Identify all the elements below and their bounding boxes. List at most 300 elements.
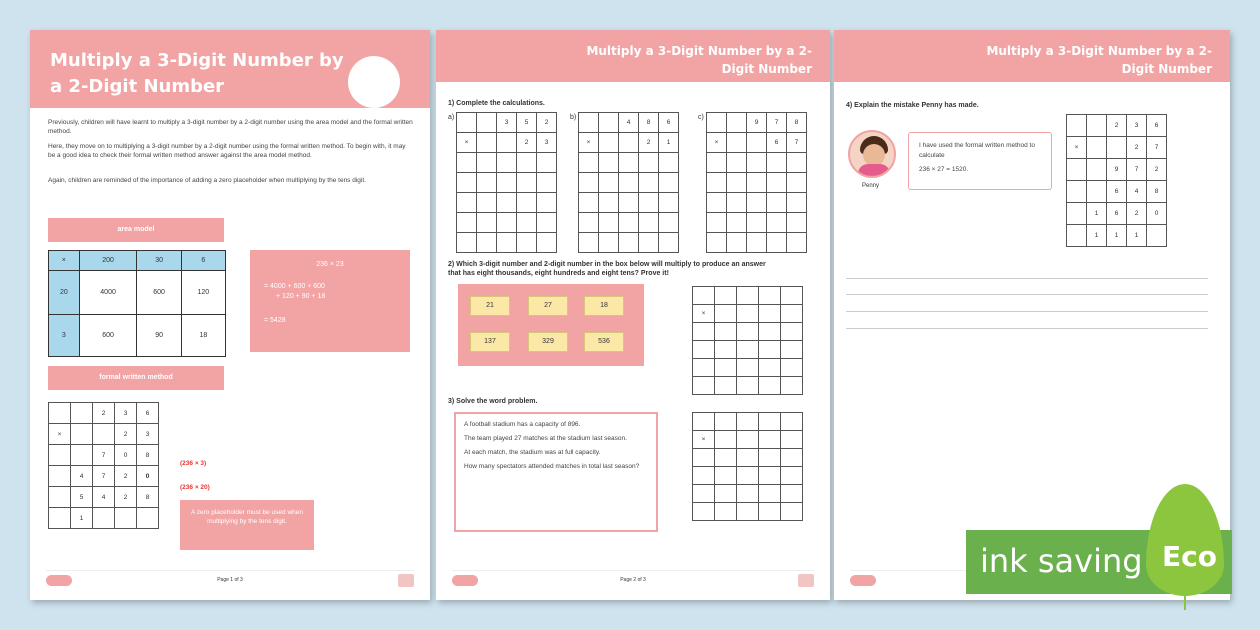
grid-cell (693, 377, 715, 395)
number-card[interactable]: 137 (470, 332, 510, 352)
grid-cell (537, 233, 557, 253)
grid-cell (759, 377, 781, 395)
grid-cell (727, 113, 747, 133)
number-cards-panel (458, 284, 644, 366)
grid-cell (759, 287, 781, 305)
grid-cell (71, 424, 93, 445)
grid-cell (693, 503, 715, 521)
grid-cell (599, 193, 619, 213)
grid-cell (781, 449, 803, 467)
grid-cell (707, 153, 727, 173)
grid-cell: 4 (1127, 181, 1147, 203)
grid-cell: 9 (1107, 159, 1127, 181)
grid-cell (659, 173, 679, 193)
word-problem-line-2: The team played 27 matches at the stadium last season. (464, 435, 627, 442)
grid-cell (659, 213, 679, 233)
grid-cell: 2 (115, 487, 137, 508)
grid-cell (477, 113, 497, 133)
grid-cell: × (49, 424, 71, 445)
word-problem-line-4: How many spectators attended matches in total last season? (464, 463, 640, 470)
grid-cell (759, 341, 781, 359)
grid-cell: 2 (1127, 203, 1147, 225)
page-footer (452, 570, 814, 588)
grid-cell (737, 287, 759, 305)
grid-cell (1067, 203, 1087, 225)
grid-cell (715, 359, 737, 377)
calc-title: 236 × 23 (316, 261, 344, 268)
grid-cell (693, 467, 715, 485)
page-number: Page 1 of 3 (217, 577, 243, 583)
grid-cell (579, 153, 599, 173)
grid-cell (759, 467, 781, 485)
grid-label-c: c) (698, 114, 704, 121)
grid-cell (737, 341, 759, 359)
number-card[interactable]: 536 (584, 332, 624, 352)
word-problem-box (454, 412, 658, 532)
grid-cell: 8 (137, 445, 159, 466)
grid-cell: 7 (93, 466, 115, 487)
grid-cell (715, 449, 737, 467)
grid-cell (137, 508, 159, 529)
grid-cell (737, 323, 759, 341)
grid-cell (619, 213, 639, 233)
grid-cell (767, 233, 787, 253)
grid-cell (477, 153, 497, 173)
zero-placeholder-note: A zero placeholder must be used when multiplying by the tens digit. (180, 500, 314, 550)
speech-line-1: I have used the formal written method to calculate (919, 142, 1035, 159)
grid-cell (497, 233, 517, 253)
grid-cell (781, 431, 803, 449)
note-236x20: (236 × 20) (180, 484, 210, 491)
grid-cell (781, 413, 803, 431)
title-band (834, 30, 1230, 82)
word-problem-line-3: At each match, the stadium was at full capacity. (464, 449, 601, 456)
formal-method-grid (48, 402, 159, 529)
grid-cell (727, 173, 747, 193)
grid-cell (781, 359, 803, 377)
footer-badge (798, 574, 814, 587)
grid-cell: 4 (71, 466, 93, 487)
grid-cell (715, 305, 737, 323)
grid-cell (747, 153, 767, 173)
grid-cell (639, 153, 659, 173)
grid-cell (619, 133, 639, 153)
grid-cell (781, 323, 803, 341)
grid-cell (517, 213, 537, 233)
grid-cell: 8 (639, 113, 659, 133)
grid-cell (599, 133, 619, 153)
grid-cell (759, 359, 781, 377)
grid-cell (737, 359, 759, 377)
grid-cell (781, 377, 803, 395)
page-number: Page 2 of 3 (620, 577, 646, 583)
area-header-cell: 6 (181, 251, 225, 271)
intro-paragraph-2: Here, they move on to multiplying a 3-digit number by a 2-digit number using the formal written method. To begin with, it may be a good idea to check their formal written method answer against the area model method. (48, 143, 406, 159)
working-grid-q3 (692, 412, 803, 521)
grid-cell (599, 233, 619, 253)
grid-cell (747, 233, 767, 253)
area-cell: 120 (181, 271, 225, 315)
grid-cell (1067, 225, 1087, 247)
grid-cell: × (1067, 137, 1087, 159)
grid-cell (727, 213, 747, 233)
intro-paragraph-1: Previously, children will have learnt to multiply a 3-digit number by a 2-digit number using the area model and the formal written method. (48, 119, 413, 135)
grid-cell (767, 213, 787, 233)
grid-cell (737, 413, 759, 431)
grid-cell (715, 377, 737, 395)
grid-cell: 3 (1127, 115, 1147, 137)
calc-line-2: + 120 + 90 + 18 (276, 293, 326, 300)
grid-cell (457, 173, 477, 193)
grid-cell (693, 341, 715, 359)
area-header-cell: 30 (137, 251, 181, 271)
question-4: 4) Explain the mistake Penny has made. (846, 102, 979, 109)
grid-cell: 6 (137, 403, 159, 424)
grid-cell (619, 173, 639, 193)
grid-cell (93, 424, 115, 445)
grid-cell (457, 153, 477, 173)
grid-cell: 2 (639, 133, 659, 153)
grid-cell (477, 133, 497, 153)
grid-cell (707, 193, 727, 213)
grid-cell (747, 133, 767, 153)
grid-cell (759, 305, 781, 323)
grid-cell (747, 213, 767, 233)
grid-cell: 8 (137, 487, 159, 508)
grid-cell (715, 413, 737, 431)
grid-cell (787, 193, 807, 213)
grid-cell (767, 153, 787, 173)
area-model-table (48, 250, 226, 357)
grid-cell: 4 (93, 487, 115, 508)
grid-cell: 3 (115, 403, 137, 424)
title-band (436, 30, 830, 82)
grid-cell (599, 153, 619, 173)
formal-method-label: formal written method (48, 366, 224, 390)
calc-grid-a (456, 112, 557, 253)
area-calculation-box (250, 250, 410, 352)
word-problem-line-1: A football stadium has a capacity of 896. (464, 421, 581, 428)
grid-cell (537, 213, 557, 233)
grid-cell: 2 (517, 133, 537, 153)
worksheet-page-2 (436, 30, 830, 600)
footer-badge (398, 574, 414, 587)
leaf-stem (1184, 590, 1186, 610)
grid-cell (781, 305, 803, 323)
grid-cell (737, 305, 759, 323)
grid-cell (781, 287, 803, 305)
grid-cell (71, 445, 93, 466)
grid-cell: 3 (137, 424, 159, 445)
area-cell: 600 (79, 315, 137, 357)
grid-cell (579, 173, 599, 193)
eco-label: Eco (1162, 540, 1217, 573)
number-card[interactable]: 27 (528, 296, 568, 316)
grid-cell (579, 113, 599, 133)
grid-cell: 6 (1107, 181, 1127, 203)
page-title: Multiply a 3-Digit Number by a 2-Digit Number (986, 44, 1212, 76)
calc-grid-b (578, 112, 679, 253)
answer-line (846, 294, 1208, 295)
grid-cell (727, 233, 747, 253)
grid-cell: 6 (1147, 115, 1167, 137)
grid-cell (707, 113, 727, 133)
grid-cell (787, 173, 807, 193)
twinkl-logo (850, 575, 876, 586)
ink-saving-text: ink saving (980, 542, 1143, 580)
grid-cell: 7 (767, 113, 787, 133)
grid-cell (1087, 115, 1107, 137)
grid-cell (537, 153, 557, 173)
grid-cell (707, 233, 727, 253)
grid-cell: 3 (537, 133, 557, 153)
page-title: Multiply a 3-Digit Number by a 2-Digit Number (50, 50, 344, 97)
grid-cell (579, 213, 599, 233)
area-header-cell: × (49, 251, 80, 271)
grid-cell: 1 (71, 508, 93, 529)
grid-cell (619, 233, 639, 253)
grid-cell (1067, 115, 1087, 137)
grid-cell: 2 (1107, 115, 1127, 137)
grid-cell (715, 287, 737, 305)
grid-cell (759, 431, 781, 449)
grid-cell: 1 (1087, 225, 1107, 247)
grid-cell (659, 153, 679, 173)
grid-cell (579, 193, 599, 213)
grid-cell (693, 359, 715, 377)
answer-line (846, 328, 1208, 329)
grid-cell (457, 113, 477, 133)
grid-cell (693, 323, 715, 341)
grid-cell (599, 113, 619, 133)
grid-cell (619, 193, 639, 213)
avatar-name: Penny (862, 183, 880, 189)
grid-cell (49, 466, 71, 487)
grid-cell (1147, 225, 1167, 247)
speech-bubble (908, 132, 1052, 190)
grid-cell (737, 503, 759, 521)
note-236x3: (236 × 3) (180, 460, 207, 467)
intro-paragraph-3: Again, children are reminded of the importance of adding a zero placeholder when multiplying by the tens digit. (48, 177, 366, 184)
grid-cell (659, 193, 679, 213)
grid-cell: 6 (767, 133, 787, 153)
grid-cell (49, 487, 71, 508)
grid-cell (737, 467, 759, 485)
grid-cell (1107, 137, 1127, 159)
grid-cell (497, 153, 517, 173)
grid-cell (477, 213, 497, 233)
grid-cell: 8 (1147, 181, 1167, 203)
area-cell: 600 (137, 271, 181, 315)
grid-cell (759, 413, 781, 431)
grid-label-b: b) (570, 114, 577, 121)
grid-cell (1067, 181, 1087, 203)
grid-cell (497, 193, 517, 213)
grid-cell (715, 467, 737, 485)
grid-cell: 6 (659, 113, 679, 133)
grid-cell (537, 193, 557, 213)
grid-cell (457, 233, 477, 253)
grid-cell (759, 449, 781, 467)
grid-cell (781, 467, 803, 485)
grid-cell (707, 173, 727, 193)
grid-cell: 1 (1107, 225, 1127, 247)
grid-cell: 4 (619, 113, 639, 133)
answer-line (846, 278, 1208, 279)
grid-cell (579, 233, 599, 253)
working-grid-q2 (692, 286, 803, 395)
number-card[interactable]: 18 (584, 296, 624, 316)
question-1: 1) Complete the calculations. (448, 100, 545, 107)
grid-cell: 5 (71, 487, 93, 508)
grid-cell: × (579, 133, 599, 153)
answer-line (846, 311, 1208, 312)
grid-cell (497, 213, 517, 233)
grid-cell (497, 133, 517, 153)
penny-working-grid (1066, 114, 1167, 247)
grid-cell (517, 233, 537, 253)
grid-cell (517, 193, 537, 213)
speech-line-2: 236 × 27 = 1520. (919, 166, 969, 173)
grid-cell (781, 503, 803, 521)
calc-grid-c (706, 112, 807, 253)
grid-cell (457, 193, 477, 213)
calc-result: = 5428 (264, 317, 286, 324)
grid-cell: × (693, 431, 715, 449)
grid-cell (639, 233, 659, 253)
grid-cell (693, 485, 715, 503)
grid-label-a: a) (448, 114, 455, 121)
grid-cell (787, 233, 807, 253)
grid-cell: 5 (517, 113, 537, 133)
grid-cell: 2 (1147, 159, 1167, 181)
grid-cell: 6 (1107, 203, 1127, 225)
grid-cell (747, 193, 767, 213)
grid-cell (747, 173, 767, 193)
area-row-header: 3 (49, 315, 80, 357)
grid-cell (1067, 159, 1087, 181)
grid-cell (759, 485, 781, 503)
grid-cell (517, 173, 537, 193)
grid-cell (49, 403, 71, 424)
grid-cell (1087, 137, 1107, 159)
page-title: Multiply a 3-Digit Number by a 2-Digit Number (586, 44, 812, 76)
grid-cell: 0 (1147, 203, 1167, 225)
grid-cell (781, 341, 803, 359)
grid-cell (727, 133, 747, 153)
grid-cell: 7 (787, 133, 807, 153)
grid-cell (767, 173, 787, 193)
grid-cell (457, 213, 477, 233)
question-2: 2) Which 3-digit number and 2-digit number in the box below will multiply to produce an answer that has eight thousands, eight hundreds and eight tens? Prove it! (448, 261, 766, 277)
grid-cell (693, 287, 715, 305)
area-row-header: 20 (49, 271, 80, 315)
worksheet-page-1 (30, 30, 430, 600)
grid-cell (619, 153, 639, 173)
grid-cell (1087, 159, 1107, 181)
grid-cell (115, 508, 137, 529)
page-footer (46, 570, 414, 588)
grid-cell: 2 (537, 113, 557, 133)
grid-cell (737, 449, 759, 467)
grid-cell (93, 508, 115, 529)
decorative-circle (348, 56, 400, 108)
number-card[interactable]: 21 (470, 296, 510, 316)
grid-cell (715, 431, 737, 449)
question-3: 3) Solve the word problem. (448, 398, 538, 405)
grid-cell (659, 233, 679, 253)
area-cell: 4000 (79, 271, 137, 315)
grid-cell: 0 (115, 445, 137, 466)
grid-cell (477, 193, 497, 213)
grid-cell (715, 503, 737, 521)
grid-cell (477, 173, 497, 193)
grid-cell (693, 449, 715, 467)
grid-cell (737, 377, 759, 395)
grid-cell: 2 (115, 424, 137, 445)
grid-cell (71, 403, 93, 424)
grid-cell (639, 193, 659, 213)
grid-cell (715, 485, 737, 503)
grid-cell (477, 233, 497, 253)
grid-cell: 9 (747, 113, 767, 133)
grid-cell (737, 485, 759, 503)
grid-cell (727, 153, 747, 173)
title-band (30, 30, 430, 108)
grid-cell (537, 173, 557, 193)
grid-cell (599, 173, 619, 193)
grid-cell (1087, 181, 1107, 203)
grid-cell (727, 193, 747, 213)
grid-cell (759, 503, 781, 521)
grid-cell (497, 173, 517, 193)
calc-line-1: = 4000 + 600 + 600 (264, 283, 325, 290)
grid-cell (767, 193, 787, 213)
grid-cell: × (457, 133, 477, 153)
grid-cell: 3 (497, 113, 517, 133)
grid-cell (49, 445, 71, 466)
grid-cell (737, 431, 759, 449)
grid-cell (639, 213, 659, 233)
grid-cell: 7 (93, 445, 115, 466)
grid-cell: 8 (787, 113, 807, 133)
grid-cell (693, 413, 715, 431)
grid-cell: 2 (1127, 137, 1147, 159)
grid-cell: 0 (137, 466, 159, 487)
grid-cell: 2 (93, 403, 115, 424)
area-header-cell: 200 (79, 251, 137, 271)
grid-cell (715, 341, 737, 359)
grid-cell: 7 (1147, 137, 1167, 159)
grid-cell (599, 213, 619, 233)
grid-cell: × (693, 305, 715, 323)
grid-cell: 7 (1127, 159, 1147, 181)
penny-avatar (848, 130, 896, 178)
grid-cell (639, 173, 659, 193)
area-model-label: area model (48, 218, 224, 242)
area-cell: 90 (137, 315, 181, 357)
grid-cell: × (707, 133, 727, 153)
grid-cell (787, 153, 807, 173)
grid-cell (781, 485, 803, 503)
grid-cell: 1 (1127, 225, 1147, 247)
grid-cell (715, 323, 737, 341)
grid-cell (49, 508, 71, 529)
area-cell: 18 (181, 315, 225, 357)
grid-cell (787, 213, 807, 233)
grid-cell (517, 153, 537, 173)
number-card[interactable]: 329 (528, 332, 568, 352)
